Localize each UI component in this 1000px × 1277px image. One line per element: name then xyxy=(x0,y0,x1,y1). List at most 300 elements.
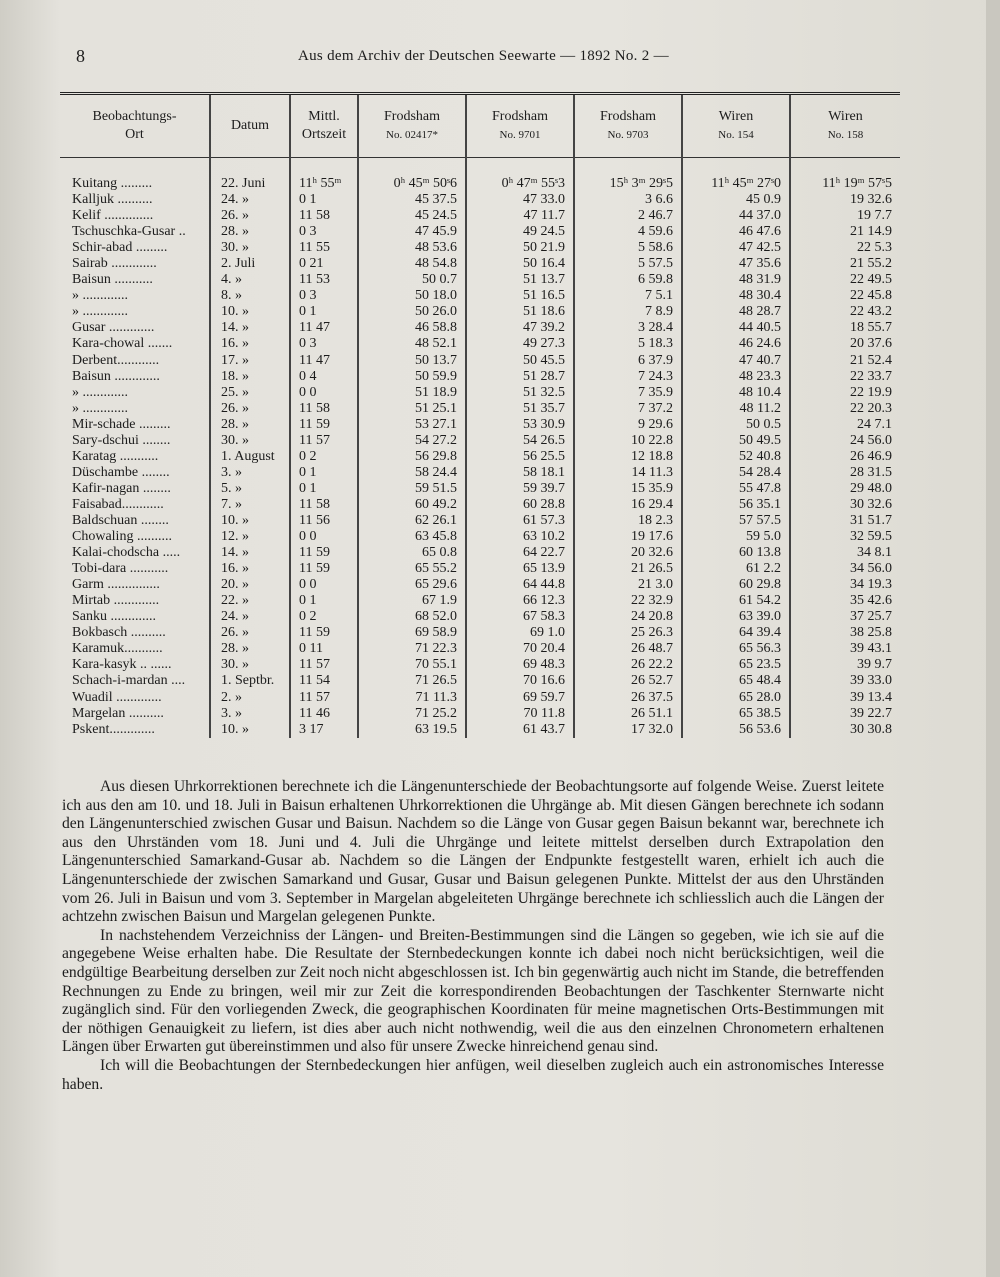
cell-ortszeit: 11 57 xyxy=(290,657,358,673)
cell-datum: 2. Juli xyxy=(210,256,290,272)
cell-frodsham-02417: 45 37.5 xyxy=(358,192,466,208)
cell-ortszeit: 11 47 xyxy=(290,353,358,369)
cell-frodsham-9703: 24 20.8 xyxy=(574,609,682,625)
cell-ortszeit: 0 1 xyxy=(290,481,358,497)
cell-ort: Faisabad............ xyxy=(72,496,164,512)
cell-wiren-154: 65 28.0 xyxy=(682,690,790,706)
cell-frodsham-9701: 51 13.7 xyxy=(466,272,574,288)
cell-frodsham-02417: 50 59.9 xyxy=(358,369,466,385)
cell-ort: Kelif .............. xyxy=(72,208,154,224)
cell-frodsham-9701: 54 26.5 xyxy=(466,433,574,449)
cell-ort: Baldschuan ........ xyxy=(72,513,169,528)
cell-frodsham-02417: 51 18.9 xyxy=(358,385,466,401)
cell-frodsham-9701: 49 24.5 xyxy=(466,224,574,240)
table-row xyxy=(60,353,900,369)
table-row xyxy=(60,690,900,706)
cell-ortszeit: 11 47 xyxy=(290,320,358,336)
table-row xyxy=(60,336,900,352)
cell-frodsham-9703: 26 52.7 xyxy=(574,673,682,689)
table-row xyxy=(60,433,900,449)
cell-ort: Bokbasch .......... xyxy=(72,625,166,641)
cell-frodsham-9701: 70 20.4 xyxy=(466,641,574,657)
cell-wiren-158: 28 31.5 xyxy=(790,465,900,481)
cell-frodsham-9701: 70 11.8 xyxy=(466,706,574,722)
cell-frodsham-02417: 68 52.0 xyxy=(358,609,466,625)
cell-wiren-158: 22 20.3 xyxy=(790,401,900,417)
cell-ort: Derbent............ xyxy=(72,352,160,368)
cell-wiren-158: 22 49.5 xyxy=(790,272,900,288)
cell-datum: 12. » xyxy=(210,529,290,545)
cell-frodsham-02417: 65 29.6 xyxy=(358,577,466,593)
cell-frodsham-9701: 63 10.2 xyxy=(466,529,574,545)
cell-wiren-154: 47 40.7 xyxy=(682,353,790,369)
cell-ort: Gusar ............. xyxy=(72,320,155,336)
cell-datum: 7. » xyxy=(210,497,290,513)
cell-ort: Kafir-nagan ........ xyxy=(72,480,171,496)
cell-frodsham-02417: 63 45.8 xyxy=(358,529,466,545)
cell-ortszeit: 11 57 xyxy=(290,433,358,449)
cell-frodsham-02417: 53 27.1 xyxy=(358,417,466,433)
cell-frodsham-9703: 22 32.9 xyxy=(574,593,682,609)
cell-frodsham-9703: 7 37.2 xyxy=(574,401,682,417)
cell-frodsham-02417: 56 29.8 xyxy=(358,449,466,465)
cell-ortszeit: 11 59 xyxy=(290,561,358,577)
cell-datum: 22. Juni xyxy=(210,158,290,193)
table-row xyxy=(60,465,900,481)
cell-datum: 26. » xyxy=(210,208,290,224)
cell-frodsham-9701: 50 16.4 xyxy=(466,256,574,272)
cell-datum: 24. » xyxy=(210,609,290,625)
cell-ortszeit: 11 54 xyxy=(290,673,358,689)
cell-ort: » ............. xyxy=(72,384,128,400)
table-row xyxy=(60,417,900,433)
cell-ort: Mirtab ............. xyxy=(72,593,160,609)
paragraph: Aus diesen Uhrkorrektionen berechnete ich die Längenunterschiede der Beobachtungsorte auf folgende Weise. Zuerst leitete ich aus den am 10. und 18. Juli in Baisun erhaltenen Uhrkorrektionen die Uhrgänge ab. Mit diesen Gängen berechnete ich sodann den Längenunterschied zwischen Gusar und Baisun. Nachdem so die Länge von Gusar gegen Baisun bekannt war, berechnete ich aus den Uhrständen vom 18. Juni und 4. Juli die Uhrgänge und leitete mittelst derselben durch Extrapolation den Längenunterschied Samarkand-Gusar ab. Nachdem so die Längen der Endpunkte festgestellt waren, erhielt ich auch die Längenunterschiede der zwischen Samarkand und Gusar, Gusar und Baisun gelegenen Punkte. Mittelst der aus den Uhrständen vom 26. Juli in Baisun und vom 3. September in Margelan abgeleiteten Uhrgänge berechnete ich schliesslich auch die Längen der achtzehn zwischen Baisun und Margelan gelegenen Punkte. xyxy=(62,778,884,926)
cell-frodsham-9703: 25 26.3 xyxy=(574,625,682,641)
cell-frodsham-9703: 2 46.7 xyxy=(574,208,682,224)
chronometer-table xyxy=(60,92,900,738)
cell-wiren-154: 47 42.5 xyxy=(682,240,790,256)
table-row xyxy=(60,481,900,497)
cell-frodsham-9701: 47 11.7 xyxy=(466,208,574,224)
cell-frodsham-9703: 15ʰ 3ᵐ 29ˢ5 xyxy=(574,158,682,193)
table-row xyxy=(60,256,900,272)
cell-frodsham-9703: 7 35.9 xyxy=(574,385,682,401)
cell-datum: 30. » xyxy=(210,433,290,449)
cell-datum: 28. » xyxy=(210,417,290,433)
cell-frodsham-9703: 9 29.6 xyxy=(574,417,682,433)
cell-frodsham-9703: 26 37.5 xyxy=(574,690,682,706)
cell-frodsham-9703: 18 2.3 xyxy=(574,513,682,529)
cell-ort: Kara-kasyk .. ...... xyxy=(72,657,172,673)
cell-datum: 18. » xyxy=(210,369,290,385)
cell-ort: Tschuschka-Gusar .. xyxy=(72,224,186,240)
cell-ort: » ............. xyxy=(72,400,128,416)
paragraph: In nachstehendem Verzeichniss der Längen- und Breiten-Bestimmungen sind die Längen so gegeben, wie ich sie auf die angegebene Weise erhalten habe. Die Resultate der Sternbedeckungen konnte ich dabei noch nicht berücksichtigen, weil die endgültige Bearbeitung derselben zur Zeit noch nicht abgeschlossen ist. Ich bin gegenwärtig auch nicht im Stande, die betreffenden Rechnungen zu Ende zu bringen, weil mir zur Zeit die korrespondirenden Beobachtungen der Taschkenter Sternwarte nicht zugänglich sind. Für den vorliegenden Zweck, die geographischen Koordinaten für meine magnetischen Orts-Bestimmungen mit der nöthigen Genauigkeit zu liefern, ist dies aber auch nicht nothwendig, weil die aus den einzelnen Chronometern erhaltenen Längen über Erwarten gut übereinstimmen und also für unsere Zwecke hinreichend genau sind. xyxy=(62,926,884,1056)
cell-ortszeit: 11 58 xyxy=(290,401,358,417)
cell-ortszeit: 11 59 xyxy=(290,417,358,433)
cell-frodsham-02417: 71 22.3 xyxy=(358,641,466,657)
col-header-datum: Datum xyxy=(210,94,290,158)
cell-wiren-154: 47 35.6 xyxy=(682,256,790,272)
cell-wiren-158: 29 48.0 xyxy=(790,481,900,497)
table-row xyxy=(60,158,900,193)
cell-wiren-158: 21 52.4 xyxy=(790,353,900,369)
cell-frodsham-02417: 67 1.9 xyxy=(358,593,466,609)
table-row xyxy=(60,272,900,288)
cell-datum: 8. » xyxy=(210,288,290,304)
cell-ort: Kalljuk .......... xyxy=(72,192,153,208)
cell-frodsham-02417: 50 0.7 xyxy=(358,272,466,288)
cell-ort: Kara-chowal ....... xyxy=(72,336,173,352)
cell-wiren-154: 59 5.0 xyxy=(682,529,790,545)
cell-wiren-154: 48 31.9 xyxy=(682,272,790,288)
cell-wiren-154: 11ʰ 45ᵐ 27ˢ0 xyxy=(682,158,790,193)
cell-ortszeit: 0 1 xyxy=(290,593,358,609)
cell-ort: » ............. xyxy=(72,288,128,304)
cell-wiren-154: 45 0.9 xyxy=(682,192,790,208)
cell-frodsham-02417: 54 27.2 xyxy=(358,433,466,449)
cell-datum: 16. » xyxy=(210,561,290,577)
cell-datum: 30. » xyxy=(210,657,290,673)
cell-frodsham-02417: 48 53.6 xyxy=(358,240,466,256)
cell-frodsham-02417: 50 18.0 xyxy=(358,288,466,304)
table-row xyxy=(60,657,900,673)
cell-frodsham-02417: 65 55.2 xyxy=(358,561,466,577)
cell-frodsham-9701: 60 28.8 xyxy=(466,497,574,513)
cell-datum: 10. » xyxy=(210,304,290,320)
cell-frodsham-9701: 64 22.7 xyxy=(466,545,574,561)
cell-wiren-154: 48 30.4 xyxy=(682,288,790,304)
cell-frodsham-9703: 6 59.8 xyxy=(574,272,682,288)
cell-wiren-158: 34 8.1 xyxy=(790,545,900,561)
cell-frodsham-02417: 69 58.9 xyxy=(358,625,466,641)
col-header-frodsham-9701: Frodsham No. 9701 xyxy=(466,94,574,158)
cell-ort: Garm ............... xyxy=(72,577,160,593)
table-row xyxy=(60,240,900,256)
cell-datum: 28. » xyxy=(210,224,290,240)
table-row xyxy=(60,320,900,336)
cell-wiren-154: 48 11.2 xyxy=(682,401,790,417)
table-row xyxy=(60,288,900,304)
cell-frodsham-9701: 66 12.3 xyxy=(466,593,574,609)
cell-wiren-154: 50 49.5 xyxy=(682,433,790,449)
cell-frodsham-9701: 69 48.3 xyxy=(466,657,574,673)
cell-frodsham-9701: 69 59.7 xyxy=(466,690,574,706)
cell-wiren-158: 39 22.7 xyxy=(790,706,900,722)
paragraph: Ich will die Beobachtungen der Sternbedeckungen hier anfügen, weil dieselben zugleich auch ein astronomisches Interesse haben. xyxy=(62,1056,884,1093)
cell-datum: 20. » xyxy=(210,577,290,593)
cell-frodsham-02417: 0ʰ 45ᵐ 50ˢ6 xyxy=(358,158,466,193)
cell-datum: 10. » xyxy=(210,722,290,738)
cell-datum: 24. » xyxy=(210,192,290,208)
col-header-ortszeit: Mittl. Ortszeit xyxy=(290,94,358,158)
cell-ort: Chowaling .......... xyxy=(72,529,172,545)
table-row xyxy=(60,609,900,625)
cell-ortszeit: 0 4 xyxy=(290,369,358,385)
cell-ortszeit: 0 1 xyxy=(290,304,358,320)
table-row xyxy=(60,545,900,561)
cell-frodsham-9701: 53 30.9 xyxy=(466,417,574,433)
table-row xyxy=(60,561,900,577)
cell-wiren-158: 35 42.6 xyxy=(790,593,900,609)
cell-ortszeit: 0 2 xyxy=(290,609,358,625)
cell-datum: 5. » xyxy=(210,481,290,497)
cell-ort: Baisun ........... xyxy=(72,272,153,288)
cell-wiren-154: 61 2.2 xyxy=(682,561,790,577)
table-row xyxy=(60,497,900,513)
cell-datum: 30. » xyxy=(210,240,290,256)
cell-frodsham-02417: 71 25.2 xyxy=(358,706,466,722)
cell-wiren-158: 39 9.7 xyxy=(790,657,900,673)
cell-frodsham-9701: 49 27.3 xyxy=(466,336,574,352)
cell-frodsham-9701: 56 25.5 xyxy=(466,449,574,465)
page-number: 8 xyxy=(76,46,85,66)
cell-wiren-154: 60 29.8 xyxy=(682,577,790,593)
cell-wiren-154: 48 23.3 xyxy=(682,369,790,385)
table-row xyxy=(60,304,900,320)
cell-frodsham-02417: 48 54.8 xyxy=(358,256,466,272)
cell-wiren-158: 22 43.2 xyxy=(790,304,900,320)
page-edge-shadow xyxy=(986,0,1000,1277)
cell-ortszeit: 11 53 xyxy=(290,272,358,288)
cell-ort: Mir-schade ......... xyxy=(72,416,171,432)
cell-datum: 28. » xyxy=(210,641,290,657)
cell-frodsham-9703: 3 6.6 xyxy=(574,192,682,208)
cell-wiren-158: 26 46.9 xyxy=(790,449,900,465)
cell-ort: Sanku ............. xyxy=(72,609,156,625)
cell-frodsham-02417: 70 55.1 xyxy=(358,657,466,673)
cell-datum: 3. » xyxy=(210,465,290,481)
cell-frodsham-9701: 47 33.0 xyxy=(466,192,574,208)
cell-wiren-154: 65 48.4 xyxy=(682,673,790,689)
table-row xyxy=(60,401,900,417)
cell-frodsham-9701: 51 16.5 xyxy=(466,288,574,304)
cell-frodsham-9703: 20 32.6 xyxy=(574,545,682,561)
cell-frodsham-02417: 48 52.1 xyxy=(358,336,466,352)
cell-ortszeit: 0 3 xyxy=(290,288,358,304)
cell-wiren-154: 57 57.5 xyxy=(682,513,790,529)
table-body xyxy=(60,158,900,738)
table-row xyxy=(60,722,900,738)
cell-datum: 17. » xyxy=(210,353,290,369)
cell-wiren-158: 38 25.8 xyxy=(790,625,900,641)
cell-ort: Karamuk........... xyxy=(72,641,163,657)
cell-frodsham-9701: 50 45.5 xyxy=(466,353,574,369)
cell-wiren-158: 19 32.6 xyxy=(790,192,900,208)
col-header-wiren-158: Wiren No. 158 xyxy=(790,94,900,158)
cell-frodsham-9703: 7 8.9 xyxy=(574,304,682,320)
cell-wiren-158: 30 30.8 xyxy=(790,722,900,738)
cell-frodsham-9703: 10 22.8 xyxy=(574,433,682,449)
cell-ortszeit: 11 59 xyxy=(290,625,358,641)
cell-ortszeit: 0 3 xyxy=(290,336,358,352)
cell-wiren-158: 22 19.9 xyxy=(790,385,900,401)
cell-ort: Düschambe ........ xyxy=(72,464,170,480)
cell-datum: 22. » xyxy=(210,593,290,609)
cell-frodsham-9701: 59 39.7 xyxy=(466,481,574,497)
cell-frodsham-9703: 3 28.4 xyxy=(574,320,682,336)
cell-wiren-154: 52 40.8 xyxy=(682,449,790,465)
cell-frodsham-9703: 12 18.8 xyxy=(574,449,682,465)
cell-frodsham-9703: 16 29.4 xyxy=(574,497,682,513)
col-header-ort: Beobachtungs- Ort xyxy=(60,94,210,158)
cell-frodsham-9701: 51 18.6 xyxy=(466,304,574,320)
cell-wiren-154: 65 38.5 xyxy=(682,706,790,722)
cell-wiren-154: 46 47.6 xyxy=(682,224,790,240)
cell-frodsham-9701: 51 35.7 xyxy=(466,401,574,417)
cell-wiren-158: 21 14.9 xyxy=(790,224,900,240)
cell-ortszeit: 11 55 xyxy=(290,240,358,256)
cell-datum: 2. » xyxy=(210,690,290,706)
cell-frodsham-02417: 59 51.5 xyxy=(358,481,466,497)
body-text xyxy=(62,778,884,1094)
cell-frodsham-02417: 47 45.9 xyxy=(358,224,466,240)
cell-ort: Baisun ............. xyxy=(72,368,160,384)
cell-frodsham-02417: 71 26.5 xyxy=(358,673,466,689)
cell-ortszeit: 11 59 xyxy=(290,545,358,561)
cell-wiren-154: 60 13.8 xyxy=(682,545,790,561)
cell-wiren-158: 22 5.3 xyxy=(790,240,900,256)
cell-wiren-158: 37 25.7 xyxy=(790,609,900,625)
cell-wiren-154: 63 39.0 xyxy=(682,609,790,625)
cell-ort: Pskent............. xyxy=(72,721,155,737)
cell-ort: Wuadil ............. xyxy=(72,689,162,705)
table-row xyxy=(60,673,900,689)
cell-wiren-158: 24 56.0 xyxy=(790,433,900,449)
cell-wiren-158: 31 51.7 xyxy=(790,513,900,529)
cell-wiren-154: 55 47.8 xyxy=(682,481,790,497)
col-header-wiren-154: Wiren No. 154 xyxy=(682,94,790,158)
cell-wiren-158: 18 55.7 xyxy=(790,320,900,336)
cell-ortszeit: 0 0 xyxy=(290,385,358,401)
cell-wiren-158: 11ʰ 19ᵐ 57ˢ5 xyxy=(790,158,900,193)
cell-frodsham-02417: 58 24.4 xyxy=(358,465,466,481)
cell-frodsham-9701: 64 44.8 xyxy=(466,577,574,593)
cell-frodsham-9703: 26 48.7 xyxy=(574,641,682,657)
cell-frodsham-9701: 61 43.7 xyxy=(466,722,574,738)
running-head xyxy=(76,46,916,70)
cell-frodsham-9703: 21 3.0 xyxy=(574,577,682,593)
cell-frodsham-9703: 5 18.3 xyxy=(574,336,682,352)
cell-frodsham-9703: 19 17.6 xyxy=(574,529,682,545)
cell-frodsham-9701: 51 32.5 xyxy=(466,385,574,401)
cell-datum: 26. » xyxy=(210,401,290,417)
cell-wiren-154: 54 28.4 xyxy=(682,465,790,481)
cell-wiren-158: 34 19.3 xyxy=(790,577,900,593)
table-row xyxy=(60,529,900,545)
cell-wiren-154: 56 53.6 xyxy=(682,722,790,738)
running-title: Aus dem Archiv der Deutschen Seewarte — 1892 No. 2 — xyxy=(298,48,669,64)
cell-frodsham-9703: 7 5.1 xyxy=(574,288,682,304)
cell-datum: 14. » xyxy=(210,320,290,336)
cell-wiren-158: 34 56.0 xyxy=(790,561,900,577)
cell-frodsham-9703: 17 32.0 xyxy=(574,722,682,738)
cell-datum: 1. Septbr. xyxy=(210,673,290,689)
cell-datum: 4. » xyxy=(210,272,290,288)
cell-wiren-158: 30 32.6 xyxy=(790,497,900,513)
table-row xyxy=(60,625,900,641)
cell-ortszeit: 0 1 xyxy=(290,192,358,208)
cell-wiren-154: 46 24.6 xyxy=(682,336,790,352)
col-header-frodsham-9703: Frodsham No. 9703 xyxy=(574,94,682,158)
cell-ortszeit: 11ʰ 55ᵐ xyxy=(290,158,358,193)
cell-frodsham-9701: 50 21.9 xyxy=(466,240,574,256)
cell-wiren-158: 22 45.8 xyxy=(790,288,900,304)
cell-wiren-154: 44 40.5 xyxy=(682,320,790,336)
cell-ort: Schach-i-mardan .... xyxy=(72,673,186,689)
cell-wiren-158: 32 59.5 xyxy=(790,529,900,545)
cell-ortszeit: 3 17 xyxy=(290,722,358,738)
table-row xyxy=(60,706,900,722)
cell-ort: Tobi-dara ........... xyxy=(72,561,169,577)
cell-wiren-154: 50 0.5 xyxy=(682,417,790,433)
cell-frodsham-9701: 65 13.9 xyxy=(466,561,574,577)
cell-ortszeit: 11 58 xyxy=(290,497,358,513)
cell-frodsham-02417: 65 0.8 xyxy=(358,545,466,561)
cell-ortszeit: 0 0 xyxy=(290,577,358,593)
cell-ortszeit: 11 57 xyxy=(290,690,358,706)
cell-ort: Kalai-chodscha ..... xyxy=(72,545,181,561)
cell-frodsham-02417: 63 19.5 xyxy=(358,722,466,738)
cell-wiren-158: 22 33.7 xyxy=(790,369,900,385)
cell-ort: Kuitang ......... xyxy=(72,176,153,192)
table-row xyxy=(60,224,900,240)
table-row xyxy=(60,593,900,609)
cell-wiren-154: 65 23.5 xyxy=(682,657,790,673)
cell-frodsham-02417: 46 58.8 xyxy=(358,320,466,336)
table-row xyxy=(60,641,900,657)
cell-wiren-158: 24 7.1 xyxy=(790,417,900,433)
cell-wiren-158: 39 33.0 xyxy=(790,673,900,689)
cell-frodsham-9701: 61 57.3 xyxy=(466,513,574,529)
cell-frodsham-02417: 62 26.1 xyxy=(358,513,466,529)
cell-ortszeit: 11 46 xyxy=(290,706,358,722)
cell-ortszeit: 0 2 xyxy=(290,449,358,465)
cell-frodsham-02417: 71 11.3 xyxy=(358,690,466,706)
table-row xyxy=(60,513,900,529)
col-header-frodsham-02417: Frodsham No. 02417* xyxy=(358,94,466,158)
cell-frodsham-9701: 0ʰ 47ᵐ 55ˢ3 xyxy=(466,158,574,193)
table-header-row xyxy=(60,94,900,158)
cell-frodsham-9701: 58 18.1 xyxy=(466,465,574,481)
cell-wiren-154: 65 56.3 xyxy=(682,641,790,657)
cell-frodsham-9703: 7 24.3 xyxy=(574,369,682,385)
cell-wiren-154: 56 35.1 xyxy=(682,497,790,513)
cell-wiren-154: 48 28.7 xyxy=(682,304,790,320)
cell-frodsham-9703: 14 11.3 xyxy=(574,465,682,481)
cell-datum: 3. » xyxy=(210,706,290,722)
cell-frodsham-9703: 5 57.5 xyxy=(574,256,682,272)
cell-frodsham-9701: 70 16.6 xyxy=(466,673,574,689)
cell-ortszeit: 0 0 xyxy=(290,529,358,545)
cell-frodsham-9703: 5 58.6 xyxy=(574,240,682,256)
table-row xyxy=(60,577,900,593)
cell-frodsham-9701: 67 58.3 xyxy=(466,609,574,625)
cell-wiren-158: 21 55.2 xyxy=(790,256,900,272)
cell-frodsham-02417: 60 49.2 xyxy=(358,497,466,513)
cell-frodsham-9703: 21 26.5 xyxy=(574,561,682,577)
cell-datum: 10. » xyxy=(210,513,290,529)
table-row xyxy=(60,369,900,385)
cell-ort: Sairab ............. xyxy=(72,256,157,272)
table-row xyxy=(60,449,900,465)
cell-frodsham-9703: 4 59.6 xyxy=(574,224,682,240)
cell-frodsham-02417: 51 25.1 xyxy=(358,401,466,417)
cell-ort: Sary-dschui ........ xyxy=(72,432,171,448)
cell-datum: 14. » xyxy=(210,545,290,561)
cell-datum: 25. » xyxy=(210,385,290,401)
